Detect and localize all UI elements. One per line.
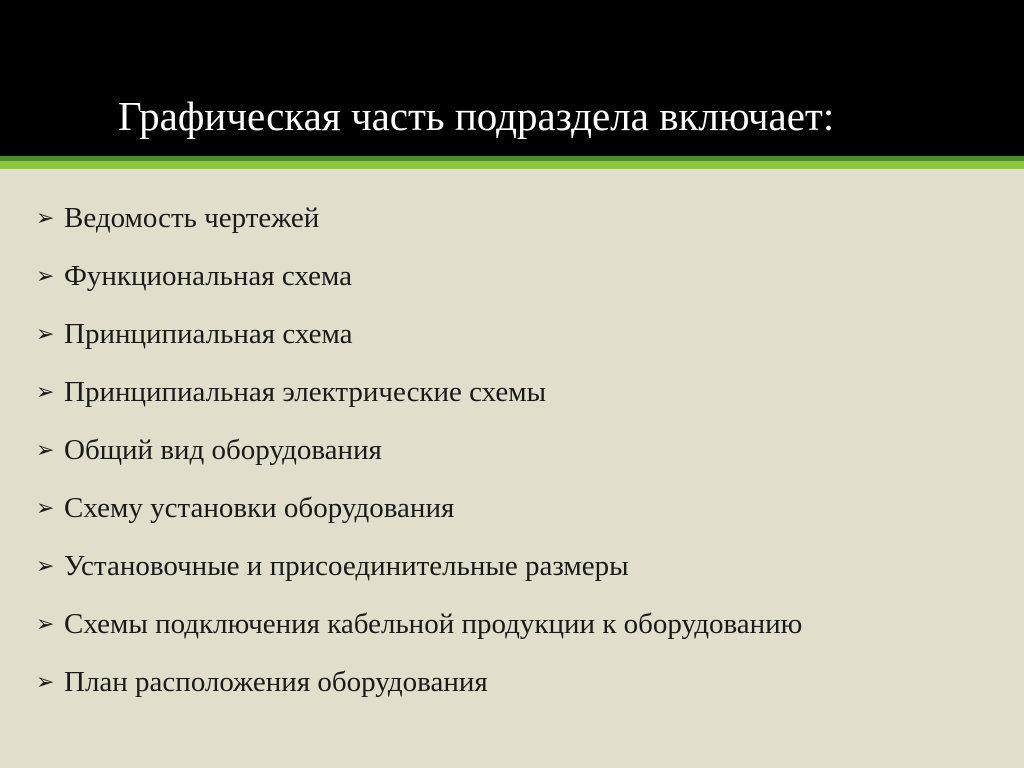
arrowhead-bullet-icon: ➢: [36, 553, 55, 579]
arrowhead-bullet-icon: ➢: [36, 495, 55, 521]
list-item-label: Общий вид оборудования: [64, 433, 382, 466]
arrowhead-bullet-icon: ➢: [36, 205, 55, 231]
slide-title: Графическая часть подраздела включает:: [118, 93, 835, 139]
arrowhead-bullet-icon: ➢: [36, 321, 55, 347]
list-item-label: Схемы подключения кабельной продукции к оборудованию: [64, 607, 803, 640]
list-item: [36, 247, 802, 305]
arrowhead-bullet-icon: ➢: [36, 611, 55, 637]
list-item-label: Схему установки оборудования: [64, 491, 455, 524]
list-item: [36, 305, 802, 363]
arrowhead-bullet-icon: ➢: [36, 379, 55, 405]
list-item: [36, 421, 802, 479]
list-item-label: Ведомость чертежей: [64, 201, 320, 234]
list-item: [36, 653, 802, 711]
arrowhead-bullet-icon: ➢: [36, 437, 55, 463]
list-item: [36, 595, 802, 653]
arrowhead-bullet-icon: ➢: [36, 669, 55, 695]
list-item-label: Принципиальная схема: [64, 317, 353, 350]
list-item-label: Установочные и присоединительные размеры: [64, 549, 629, 582]
accent-stripe-light: [0, 161, 1024, 169]
arrowhead-bullet-icon: ➢: [36, 263, 55, 289]
list-item-label: Принципиальная электрические схемы: [64, 375, 547, 408]
list-item-label: Функциональная схема: [64, 259, 353, 292]
list-item: [36, 537, 802, 595]
list-item-label: План расположения оборудования: [64, 665, 488, 698]
bullet-list: [36, 189, 802, 711]
list-item: [36, 479, 802, 537]
list-item: [36, 189, 802, 247]
list-item: [36, 363, 802, 421]
title-band: [0, 0, 1024, 156]
